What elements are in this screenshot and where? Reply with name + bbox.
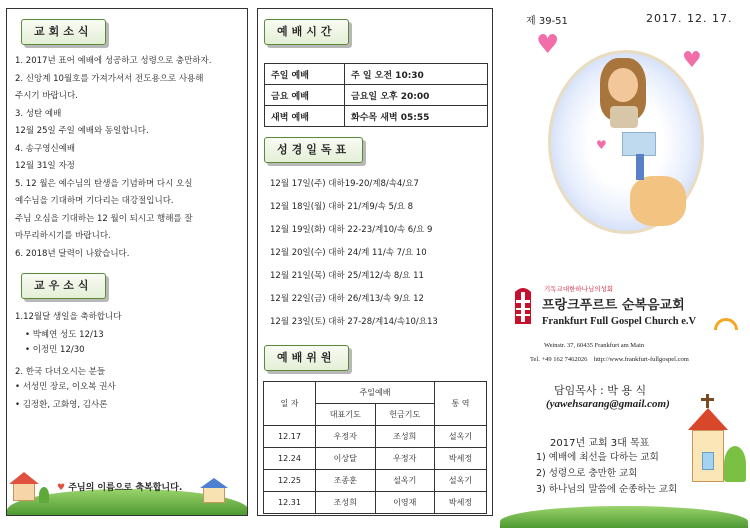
church-logo (512, 284, 534, 328)
news-panel (6, 8, 248, 516)
phone: Tel. +49 162 7462026 (530, 356, 588, 363)
heart-icon: ♥ (682, 48, 702, 73)
church-illustration (680, 394, 748, 494)
rainbow-icon (714, 318, 738, 330)
col-prayer: 대표기도 (316, 404, 376, 426)
birthday-item: • 이정민 12/30 (25, 345, 85, 355)
denomination: 기독교대한하나님의성회 (544, 285, 614, 293)
visitor-item: • 김정환, 고화영, 김사론 (15, 399, 108, 410)
list-item: 12월 19일(화) 대하 22-23/계10/속 6/요 9 (270, 225, 433, 235)
visitor-item: • 서성민 장로, 이오복 권사 (15, 382, 116, 392)
table-row (264, 448, 487, 470)
news-line: 12월 31일 자정 (15, 161, 75, 171)
church-name-en: Frankfurt Full Gospel Church e.V (542, 316, 697, 327)
news-line: 예수님을 기대하며 기다리는 대강절입니다. (15, 196, 174, 206)
news-line: 1. 2017년 표어 예배에 성공하고 성령으로 충만하자. (15, 56, 212, 66)
cell-date: 12.17 (264, 426, 316, 448)
col-interpreter: 통 역 (435, 382, 487, 426)
list-item: 12월 18일(월) 대하 21/계9/속 5/요 8 (270, 202, 414, 212)
church-name: 프랑크푸르트 순복음교회 (542, 298, 685, 313)
members-heading: 교우소식 (21, 273, 106, 299)
schedule-name: 금요 예배 (265, 85, 345, 106)
schedule-time: 주 일 오전 10:30 (345, 64, 488, 85)
members-list (15, 311, 121, 412)
cell-offering: 조성희 (375, 426, 435, 448)
church-logo-icon (512, 284, 534, 328)
cell-interpreter: 박세정 (435, 492, 487, 514)
pastor: 담임목사 : 박 용 식 (554, 384, 647, 397)
schedule-heading: 예배시간 (264, 19, 349, 45)
news-list (15, 55, 211, 261)
table-row (264, 426, 487, 448)
cell-date: 12.25 (264, 470, 316, 492)
news-heading: 교회소식 (21, 19, 106, 45)
cell-interpreter: 설옥기 (435, 426, 487, 448)
cover-panel (500, 0, 748, 528)
email-link[interactable]: (yawehsarang@gmail.com) (546, 398, 670, 410)
schedule-time: 금요일 오후 20:00 (345, 85, 488, 106)
cell-prayer: 우정자 (316, 426, 376, 448)
schedule-name: 새벽 예배 (265, 106, 345, 127)
birthday-heading: 1.12월달 생일을 축하합니다 (15, 312, 122, 322)
cell-prayer: 조종훈 (316, 470, 376, 492)
col-service: 주일예배 (316, 382, 435, 404)
cell-offering: 설옥기 (375, 470, 435, 492)
news-line: 6. 2018년 달력이 나왔습니다. (15, 248, 130, 259)
list-item: 12월 22일(금) 대하 26/계13/속 9/요 12 (270, 294, 424, 304)
grass-hill (500, 506, 748, 528)
table-row (265, 106, 488, 127)
col-date: 일 자 (264, 382, 316, 426)
duty-table (263, 381, 487, 514)
blessing-text: ♥ 주님의 이름으로 축복합니다. (57, 483, 183, 493)
website-link[interactable]: http://www.frankfurt-fullgospel.com (593, 356, 689, 363)
birthday-item: • 박혜연 성도 12/13 (25, 329, 104, 340)
heart-icon: ♥ (536, 30, 560, 60)
news-line: 2. 신앙계 10월호를 가져가셔서 전도용으로 사용해 (15, 73, 204, 84)
list-item: 12월 23일(토) 대하 27-28/계14/속10/요13 (270, 317, 438, 327)
list-item: 12월 20일(수) 대하 24/계 11/속 7/요 10 (270, 248, 427, 258)
cell-prayer: 조성희 (316, 492, 376, 514)
news-line: 5. 12 월은 예수님의 탄생을 기념하며 다시 오실 (15, 178, 193, 189)
cell-interpreter: 설옥기 (435, 470, 487, 492)
list-item: 3) 하나님의 말씀에 순종하는 교회 (536, 484, 678, 495)
schedule-panel (257, 8, 493, 516)
goals-list (536, 450, 677, 498)
news-line: 주시기 바랍니다. (15, 91, 78, 101)
cell-date: 12.31 (264, 492, 316, 514)
list-item: 12월 21일(목) 대하 25/계12/속 8/요 11 (270, 271, 424, 281)
reading-heading: 성경일독표 (264, 137, 363, 163)
cell-date: 12.24 (264, 448, 316, 470)
heart-icon: ♥ (596, 138, 607, 152)
list-item: 12월 17일(주) 대하19-20/계8/속4/요7 (270, 179, 419, 189)
table-header-row (264, 382, 487, 404)
contact-line (530, 356, 689, 363)
schedule-time: 화수목 새벽 05:55 (345, 106, 488, 127)
reading-list (270, 173, 490, 334)
news-line: 마무리하시기를 바랍니다. (15, 231, 111, 241)
visitors-heading: 2. 한국 다녀오시는 분들 (15, 366, 106, 377)
col-offering: 헌금기도 (375, 404, 435, 426)
table-row (265, 64, 488, 85)
news-line: 주님 오심을 기대하는 12 월이 되시고 행해를 잘 (15, 213, 193, 224)
schedule-name: 주일 예배 (265, 64, 345, 85)
bulletin-date: 2017. 12. 17. (646, 12, 733, 25)
address: Weinstr. 37, 60435 Frankfurt am Main (544, 342, 645, 349)
table-row (264, 470, 487, 492)
news-line: 12월 25일 주일 예배와 동일합니다. (15, 126, 149, 136)
schedule-table (264, 63, 488, 127)
news-line: 3. 성탄 예배 (15, 108, 62, 119)
duty-heading: 예배위원 (264, 345, 349, 371)
issue-number: 제 39-51 (526, 16, 568, 27)
list-item: 2) 성령으로 충만한 교회 (536, 468, 638, 479)
goals-title: 2017년 교회 3대 목표 (550, 438, 650, 449)
list-item: 1) 예배에 최선을 다하는 교회 (536, 452, 659, 463)
news-line: 4. 송구영신예배 (15, 143, 76, 154)
cell-offering: 우정자 (375, 448, 435, 470)
table-row (265, 85, 488, 106)
heart-icon: ♥ (57, 483, 66, 493)
jesus-illustration (536, 30, 716, 236)
cell-interpreter: 박세정 (435, 448, 487, 470)
table-row (264, 492, 487, 514)
cell-offering: 이영재 (375, 492, 435, 514)
cell-prayer: 이상달 (316, 448, 376, 470)
